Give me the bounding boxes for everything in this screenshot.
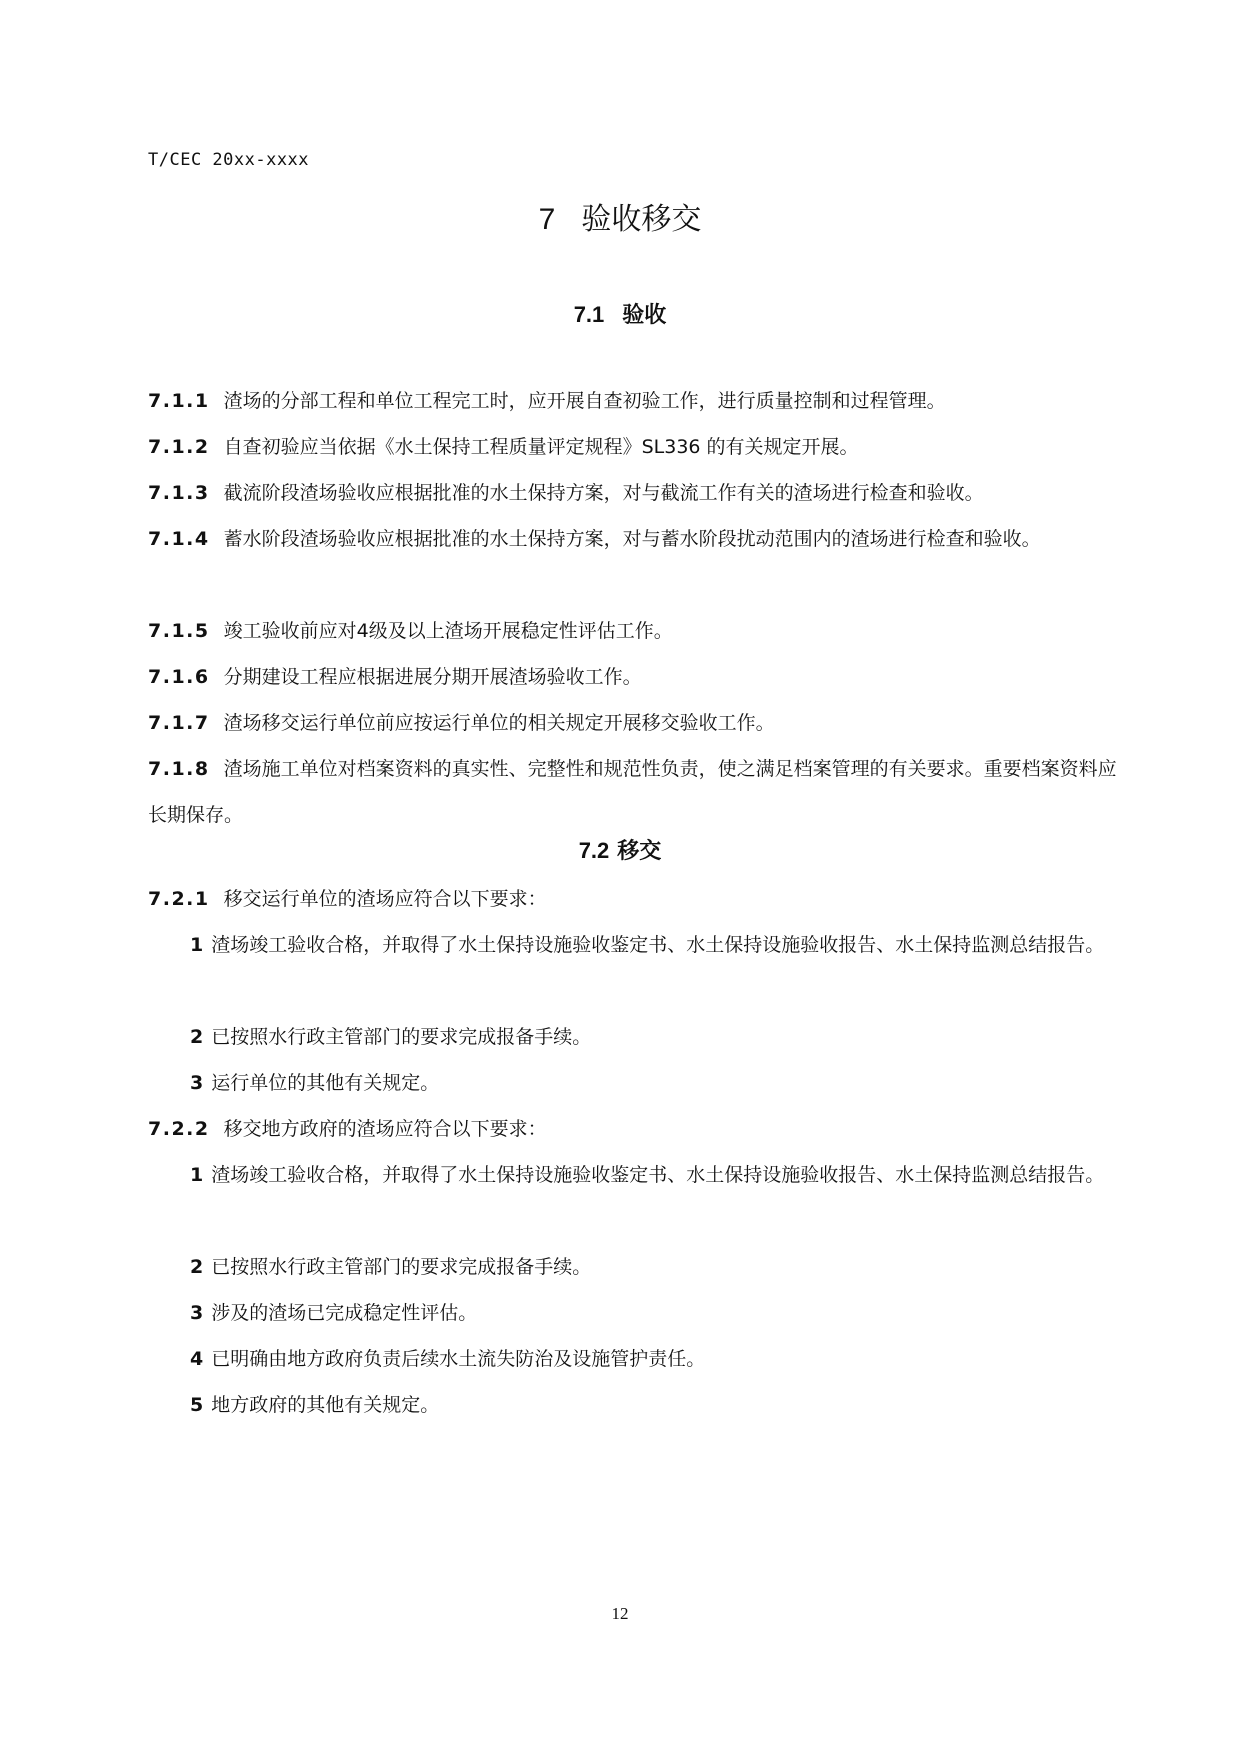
item-number: 3: [190, 1072, 204, 1094]
item-text: 运行单位的其他有关规定。: [211, 1072, 440, 1094]
item-text: 已按照水行政主管部门的要求完成报备手续。: [211, 1026, 592, 1048]
clause-7-1-6: [148, 654, 1118, 700]
clause-7-1-4: [148, 516, 1118, 562]
page-number: 12: [611, 1604, 629, 1623]
clause-number: 7.1.2: [148, 436, 210, 458]
item-number: 2: [190, 1256, 204, 1278]
clause-number: 7.2.2: [148, 1118, 210, 1140]
clause-text: 渣场移交运行单位前应按运行单位的相关规定开展移交验收工作。: [223, 712, 775, 734]
list-item: [148, 1244, 1118, 1290]
clause-text: 分期建设工程应根据进展分期开展渣场验收工作。: [223, 666, 642, 688]
clause-7-1-2: [148, 424, 1118, 470]
item-text: 涉及的渣场已完成稳定性评估。: [211, 1302, 478, 1324]
standard-code: T/CEC 20xx-xxxx: [148, 150, 310, 170]
item-number: 4: [190, 1348, 204, 1370]
clause-7-1-5: [148, 608, 1118, 654]
clause-7-2-1: [148, 876, 1118, 922]
clause-7-1-1: [148, 378, 1118, 424]
item-text: 渣场竣工验收合格，并取得了水土保持设施验收鉴定书、水土保持设施验收报告、水土保持监测总结报告。: [211, 934, 1105, 956]
item-number: 5: [190, 1394, 204, 1416]
section-title-7-1: [0, 300, 1240, 331]
clause-number: 7.1.3: [148, 482, 210, 504]
clause-number: 7.1.1: [148, 390, 210, 412]
list-item: [148, 1336, 1118, 1382]
clause-text: 自查初验应当依据《水土保持工程质量评定规程》SL336 的有关规定开展。: [223, 436, 859, 458]
section-number: 7.1: [573, 302, 605, 327]
clause-text: 渣场施工单位对档案资料的真实性、完整性和规范性负责，使之满足档案管理的有关要求。重要档案资料应长期保存。: [148, 758, 1117, 826]
item-text: 已明确由地方政府负责后续水土流失防治及设施管护责任。: [211, 1348, 706, 1370]
clause-text: 截流阶段渣场验收应根据批准的水土保持方案，对与截流工作有关的渣场进行检查和验收。: [223, 482, 984, 504]
list-item: [148, 1290, 1118, 1336]
clause-text: 渣场的分部工程和单位工程完工时，应开展自查初验工作，进行质量控制和过程管理。: [223, 390, 946, 412]
list-item: [148, 1152, 1118, 1198]
section-title-7-2: [0, 836, 1240, 867]
chapter-title-text: 验收移交: [581, 202, 702, 237]
section-title-text: 移交: [617, 839, 662, 864]
clause-7-1-8: [148, 746, 1118, 838]
item-text: 已按照水行政主管部门的要求完成报备手续。: [211, 1256, 592, 1278]
clause-7-1-3: [148, 470, 1118, 516]
list-item: [148, 922, 1118, 968]
section-title-text: 验收: [622, 303, 667, 328]
chapter-title: [0, 200, 1240, 240]
clause-number: 7.1.4: [148, 528, 210, 550]
item-number: 3: [190, 1302, 204, 1324]
list-item: [148, 1014, 1118, 1060]
item-number: 1: [190, 1164, 204, 1186]
item-text: 渣场竣工验收合格，并取得了水土保持设施验收鉴定书、水土保持设施验收报告、水土保持监测总结报告。: [211, 1164, 1105, 1186]
clause-text: 竣工验收前应对4级及以上渣场开展稳定性评估工作。: [223, 620, 673, 642]
list-item: [148, 1060, 1118, 1106]
item-number: 1: [190, 934, 204, 956]
list-item: [148, 1382, 1118, 1428]
clause-7-1-7: [148, 700, 1118, 746]
clause-text: 移交运行单位的渣场应符合以下要求：: [223, 888, 547, 910]
clause-number: 7.1.5: [148, 620, 210, 642]
clause-text: 移交地方政府的渣场应符合以下要求：: [223, 1118, 547, 1140]
clause-7-2-2: [148, 1106, 1118, 1152]
clause-number: 7.1.6: [148, 666, 210, 688]
clause-number: 7.1.7: [148, 712, 210, 734]
item-text: 地方政府的其他有关规定。: [211, 1394, 440, 1416]
clause-number: 7.1.8: [148, 758, 210, 780]
section-number: 7.2: [578, 838, 610, 863]
chapter-number: 7: [538, 203, 556, 236]
item-number: 2: [190, 1026, 204, 1048]
clause-text: 蓄水阶段渣场验收应根据批准的水土保持方案，对与蓄水阶段扰动范围内的渣场进行检查和验收。: [223, 528, 1041, 550]
clause-number: 7.2.1: [148, 888, 210, 910]
